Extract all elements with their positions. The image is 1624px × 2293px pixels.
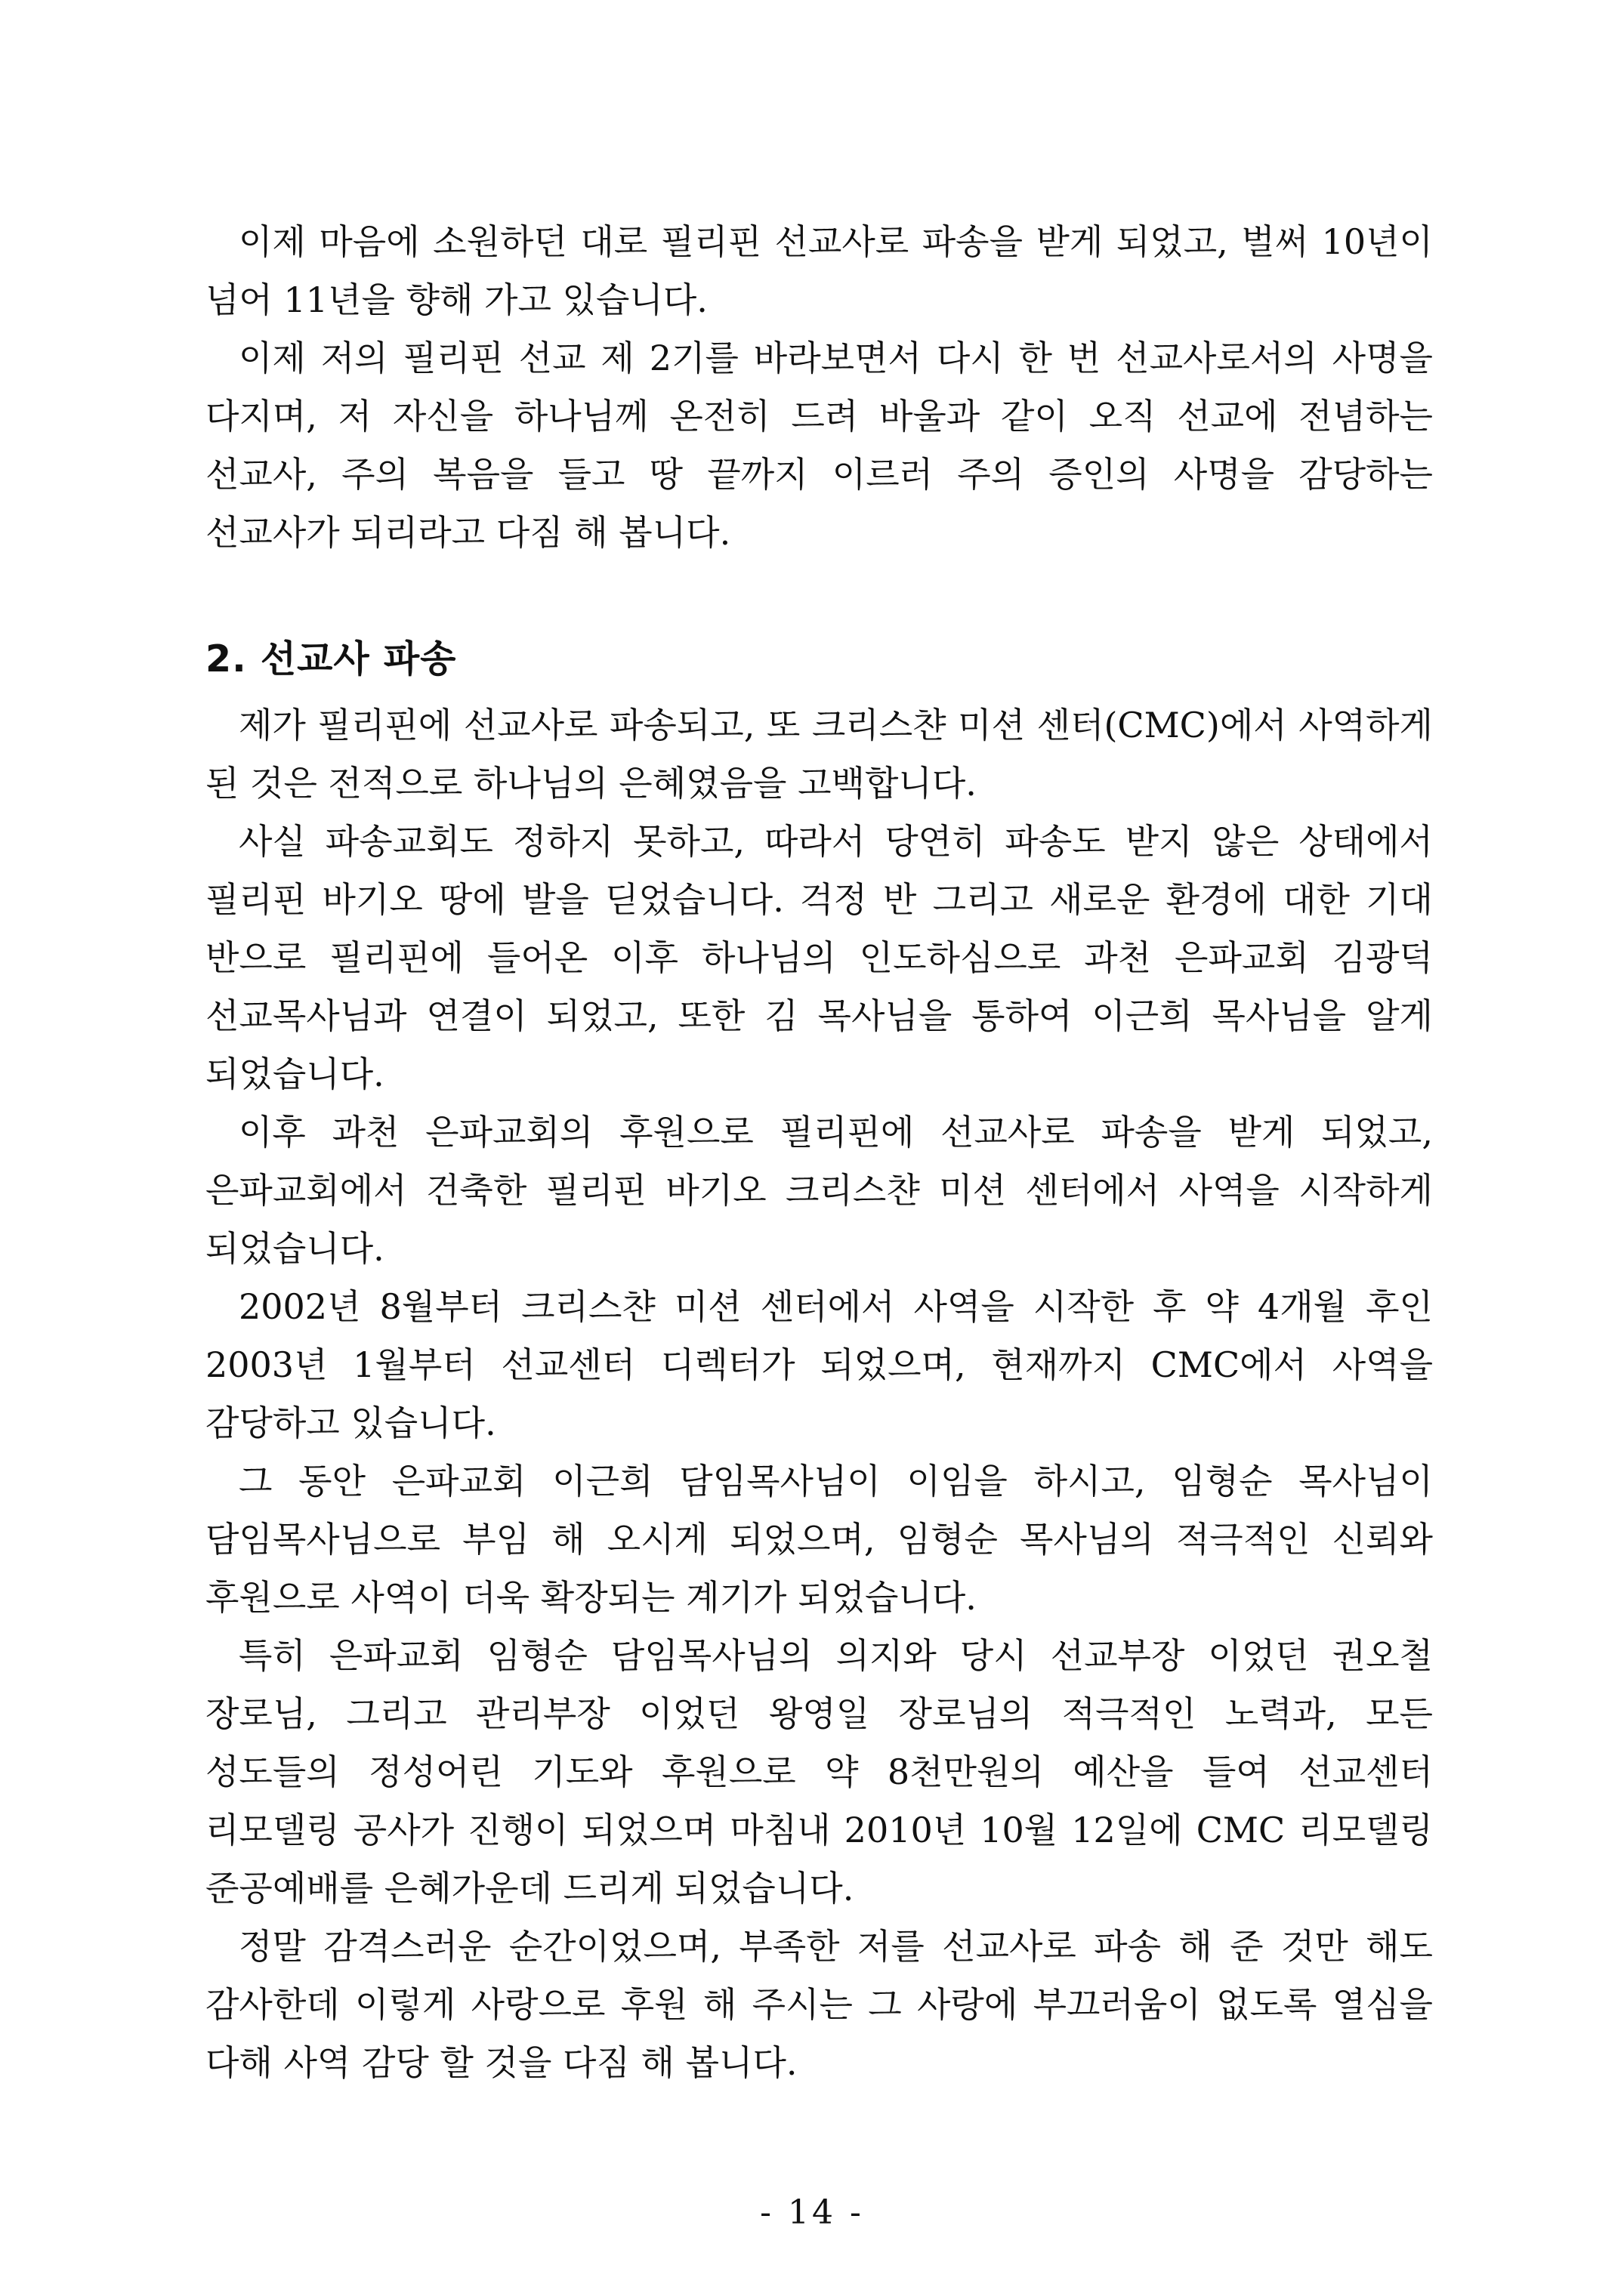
body-paragraph: 제가 필리핀에 선교사로 파송되고, 또 크리스챤 미션 센터(CMC)에서 사역하게 된 것은 전적으로 하나님의 은혜였음을 고백합니다. [205,705,1433,804]
body-paragraph: 이후 과천 은파교회의 후원으로 필리핀에 선교사로 파송을 받게 되었고, 은파교회에서 건축한 필리핀 바기오 크리스챤 미션 센터에서 사역을 시작하게 되었습니다. [205,1112,1433,1269]
page-number: - 14 - [760,2193,864,2232]
body-paragraph: 사실 파송교회도 정하지 못하고, 따라서 당연히 파송도 받지 않은 상태에서 필리핀 바기오 땅에 발을 딛었습니다. 걱정 반 그리고 새로운 환경에 대한 기대 반으로 필리핀에 들어온 이후 하나님의 인도하심으로 과천 은파교회 김광덕 선교목사님과 연결이 되었고, 또한 김 목사님을 통하여 이근희 목사님을 알게 되었습니다. [205,821,1433,1094]
section-body [205,696,1433,2092]
body-paragraph: 특히 은파교회 임형순 담임목사님의 의지와 당시 선교부장 이었던 권오철 장로님, 그리고 관리부장 이었던 왕영일 장로님의 적극적인 노력과, 모든 성도들의 정성어린 기도와 후원으로 약 8천만원의 예산을 들여 선교센터 리모델링 공사가 진행이 되었으며 마침내 2010년 10월 12일에 CMC 리모델링 준공예배를 은혜가운데 드리게 되었습니다. [205,1635,1433,1909]
intro-paragraph: 이제 저의 필리핀 선교 제 2기를 바라보면서 다시 한 번 선교사로서의 사명을 다지며, 저 자신을 하나님께 온전히 드려 바울과 같이 오직 선교에 전념하는 선교사, 주의 복음을 들고 땅 끝까지 이르러 주의 증인의 사명을 감당하는 선교사가 되리라고 다짐 해 봅니다. [205,338,1433,553]
intro-paragraph: 이제 마음에 소원하던 대로 필리핀 선교사로 파송을 받게 되었고, 벌써 10년이 넘어 11년을 향해 가고 있습니다. [205,221,1433,320]
body-paragraph: 그 동안 은파교회 이근희 담임목사님이 이임을 하시고, 임형순 목사님이 담임목사님으로 부임 해 오시게 되었으며, 임형순 목사님의 적극적인 신뢰와 후원으로 사역이 더욱 확장되는 계기가 되었습니다. [205,1461,1433,1618]
body-paragraph: 2002년 8월부터 크리스챤 미션 센터에서 사역을 시작한 후 약 4개월 후인 2003년 1월부터 선교센터 디렉터가 되었으며, 현재까지 CMC에서 사역을 감당하고 있습니다. [205,1286,1433,1443]
section-heading: 2. 선교사 파송 [205,637,457,680]
intro-text-block [205,213,1433,562]
body-paragraph: 정말 감격스러운 순간이었으며, 부족한 저를 선교사로 파송 해 준 것만 해도 감사한데 이렇게 사랑으로 후원 해 주시는 그 사랑에 부끄러움이 없도록 열심을 다해 사역 감당 할 것을 다짐 해 봅니다. [205,1926,1433,2083]
